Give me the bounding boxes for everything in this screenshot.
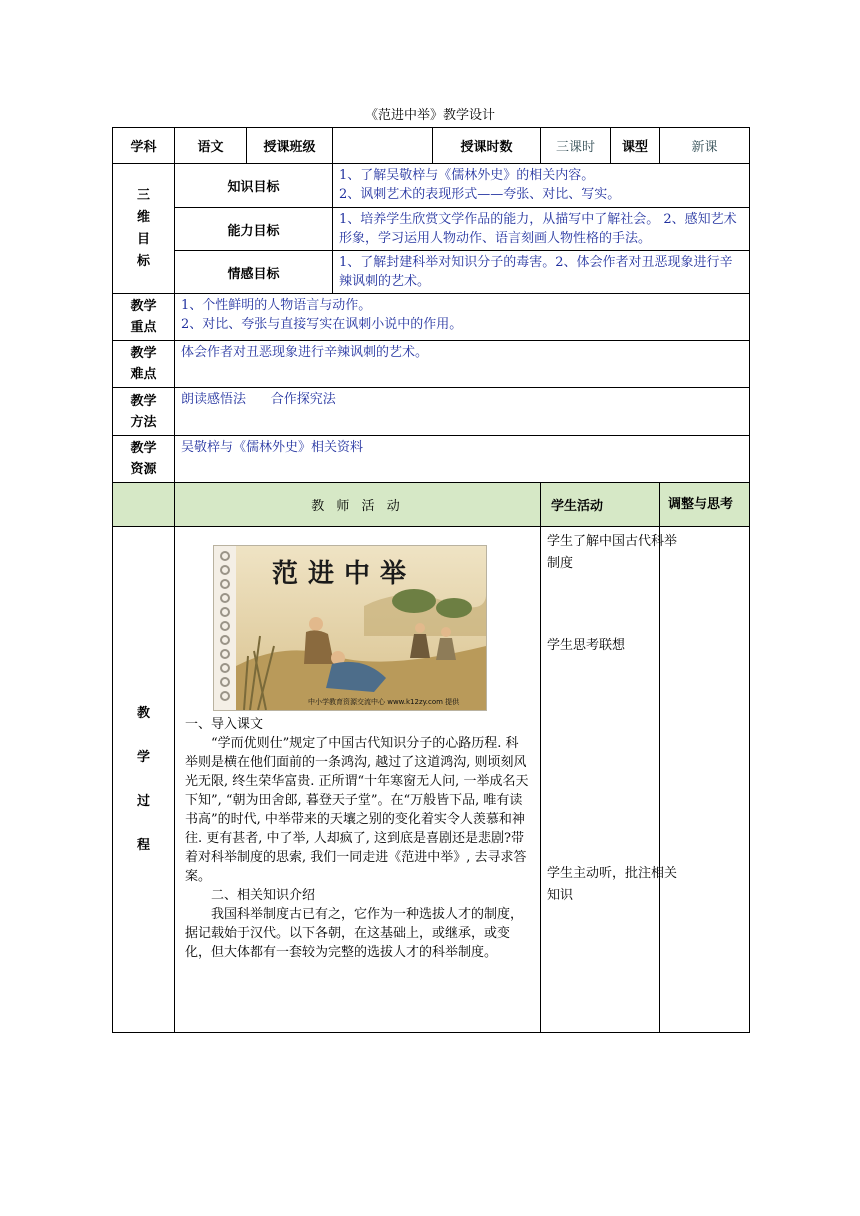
emotion-row	[113, 251, 750, 294]
header-row	[113, 128, 750, 164]
emotion-label: 情感目标	[175, 251, 333, 294]
key-points-row	[113, 294, 750, 341]
label-char: 教	[136, 705, 150, 721]
process-row	[113, 527, 750, 1033]
student-activity-1: 学生了解中国古代科举制度	[547, 534, 678, 571]
ability-content: 1、培养学生欣赏文学作品的能力，从描写中了解社会。 2、感知艺术形象，学习运用人物动作、语言刻画人物性格的手法。	[333, 208, 750, 251]
key-point-line: 2、对比、夸张与直接写实在讽刺小说中的作用。	[181, 317, 463, 332]
section2-title: 二、相关知识介绍	[211, 888, 316, 903]
key-points-content	[175, 294, 750, 341]
section1-text: “学而优则仕”规定了中国古代知识分子的心路历程. 科举则是横在他们面前的一条鸿沟, 越过了这道鸿沟, 则顷刻风光无限, 终生荣华富贵. 正所谓“十年寒窗无人问, 一举成名天下知”, “朝为田舍郎, 暮登天子堂”。在“万般皆下品, 唯有读书高”的时代, 中举带来的天壤之别的变化着实令人羡慕和神往. 更有甚者, 中了举, 人却疯了, 这到底是喜剧还是悲剧?带着对科举制度的思索, 我们一同走进《范进中举》, 去寻求答案。	[185, 736, 529, 884]
knowledge-line: 1、了解吴敬梓与《儒林外史》的相关内容。	[339, 168, 595, 183]
methods-label	[113, 388, 175, 436]
label-top: 教学	[130, 299, 157, 314]
process-label	[113, 527, 175, 1033]
illustration-title: 范进中举	[272, 559, 417, 589]
reflection-cell	[660, 527, 750, 1033]
knowledge-content	[333, 164, 750, 208]
process-header-row	[113, 483, 750, 527]
resources-row	[113, 436, 750, 483]
label-char: 维	[136, 209, 150, 225]
subject-label: 学科	[113, 128, 175, 164]
hours-value: 三课时	[541, 128, 611, 164]
label-char: 三	[136, 187, 150, 203]
student-activity-cell	[541, 527, 678, 1033]
ability-row	[113, 208, 750, 251]
label-top: 教学	[130, 346, 157, 361]
label-bottom: 资源	[130, 462, 157, 477]
knowledge-label: 知识目标	[175, 164, 333, 208]
student-activity-2: 学生思考联想	[547, 638, 626, 653]
label-char: 目	[136, 231, 150, 247]
lesson-illustration	[213, 545, 487, 711]
label-bottom: 方法	[130, 414, 157, 430]
difficulty-content: 体会作者对丑恶现象进行辛辣讽刺的艺术。	[175, 341, 750, 388]
class-label: 授课班级	[247, 128, 333, 164]
hours-label: 授课时数	[433, 128, 541, 164]
ability-label: 能力目标	[175, 208, 333, 251]
methods-row	[113, 388, 750, 436]
label-bottom: 重点	[130, 320, 157, 335]
class-value	[333, 128, 433, 164]
knowledge-row	[113, 164, 750, 208]
three-dim-label	[113, 164, 175, 294]
key-point-line: 1、个性鲜明的人物语言与动作。	[181, 298, 372, 313]
lesson-plan-table	[112, 127, 750, 1033]
reflection-header: 调整与思考	[660, 483, 750, 527]
type-value: 新课	[660, 128, 750, 164]
illustration-art	[214, 546, 486, 710]
type-label: 课型	[611, 128, 660, 164]
illustration-credit: 中小学教育资源交流中心 www.k12zy.com 提供	[308, 698, 460, 706]
label-char: 学	[136, 749, 150, 765]
teacher-activity-text	[185, 715, 530, 962]
label-char: 过	[136, 793, 150, 809]
difficulty-label	[113, 341, 175, 388]
document-title: 《范进中举》教学设计	[364, 108, 495, 123]
label-top: 教学	[130, 441, 157, 456]
methods-content: 朗读感悟法 合作探究法	[175, 388, 750, 436]
key-points-label	[113, 294, 175, 341]
label-bottom: 难点	[130, 367, 157, 382]
emotion-content: 1、了解封建科举对知识分子的毒害。2、体会作者对丑恶现象进行辛辣讽刺的艺术。	[333, 251, 750, 294]
label-char: 标	[136, 253, 150, 269]
teacher-activity-cell	[175, 527, 541, 1033]
student-activity-3: 学生主动听，批注相关知识	[547, 866, 678, 903]
label-top: 教学	[130, 393, 157, 409]
section2-text: 我国科举制度古已有之，它作为一种选拔人才的制度，据记载始于汉代。以下各朝，在这基础上，或继承，或变化，但大体都有一套较为完整的选拔人才的科举制度。	[185, 907, 524, 960]
process-header-blank	[113, 483, 175, 527]
resources-content: 吴敬梓与《儒林外史》相关资料	[175, 436, 750, 483]
knowledge-line: 2、讽刺艺术的表现形式——夸张、对比、写实。	[339, 187, 621, 202]
teacher-activity-header: 教 师 活 动	[175, 483, 541, 527]
section1-title: 一、导入课文	[185, 717, 264, 732]
student-activity-header: 学生活动	[541, 483, 660, 527]
difficulty-row	[113, 341, 750, 388]
label-char: 程	[136, 837, 150, 853]
resources-label	[113, 436, 175, 483]
subject-value: 语文	[175, 128, 247, 164]
